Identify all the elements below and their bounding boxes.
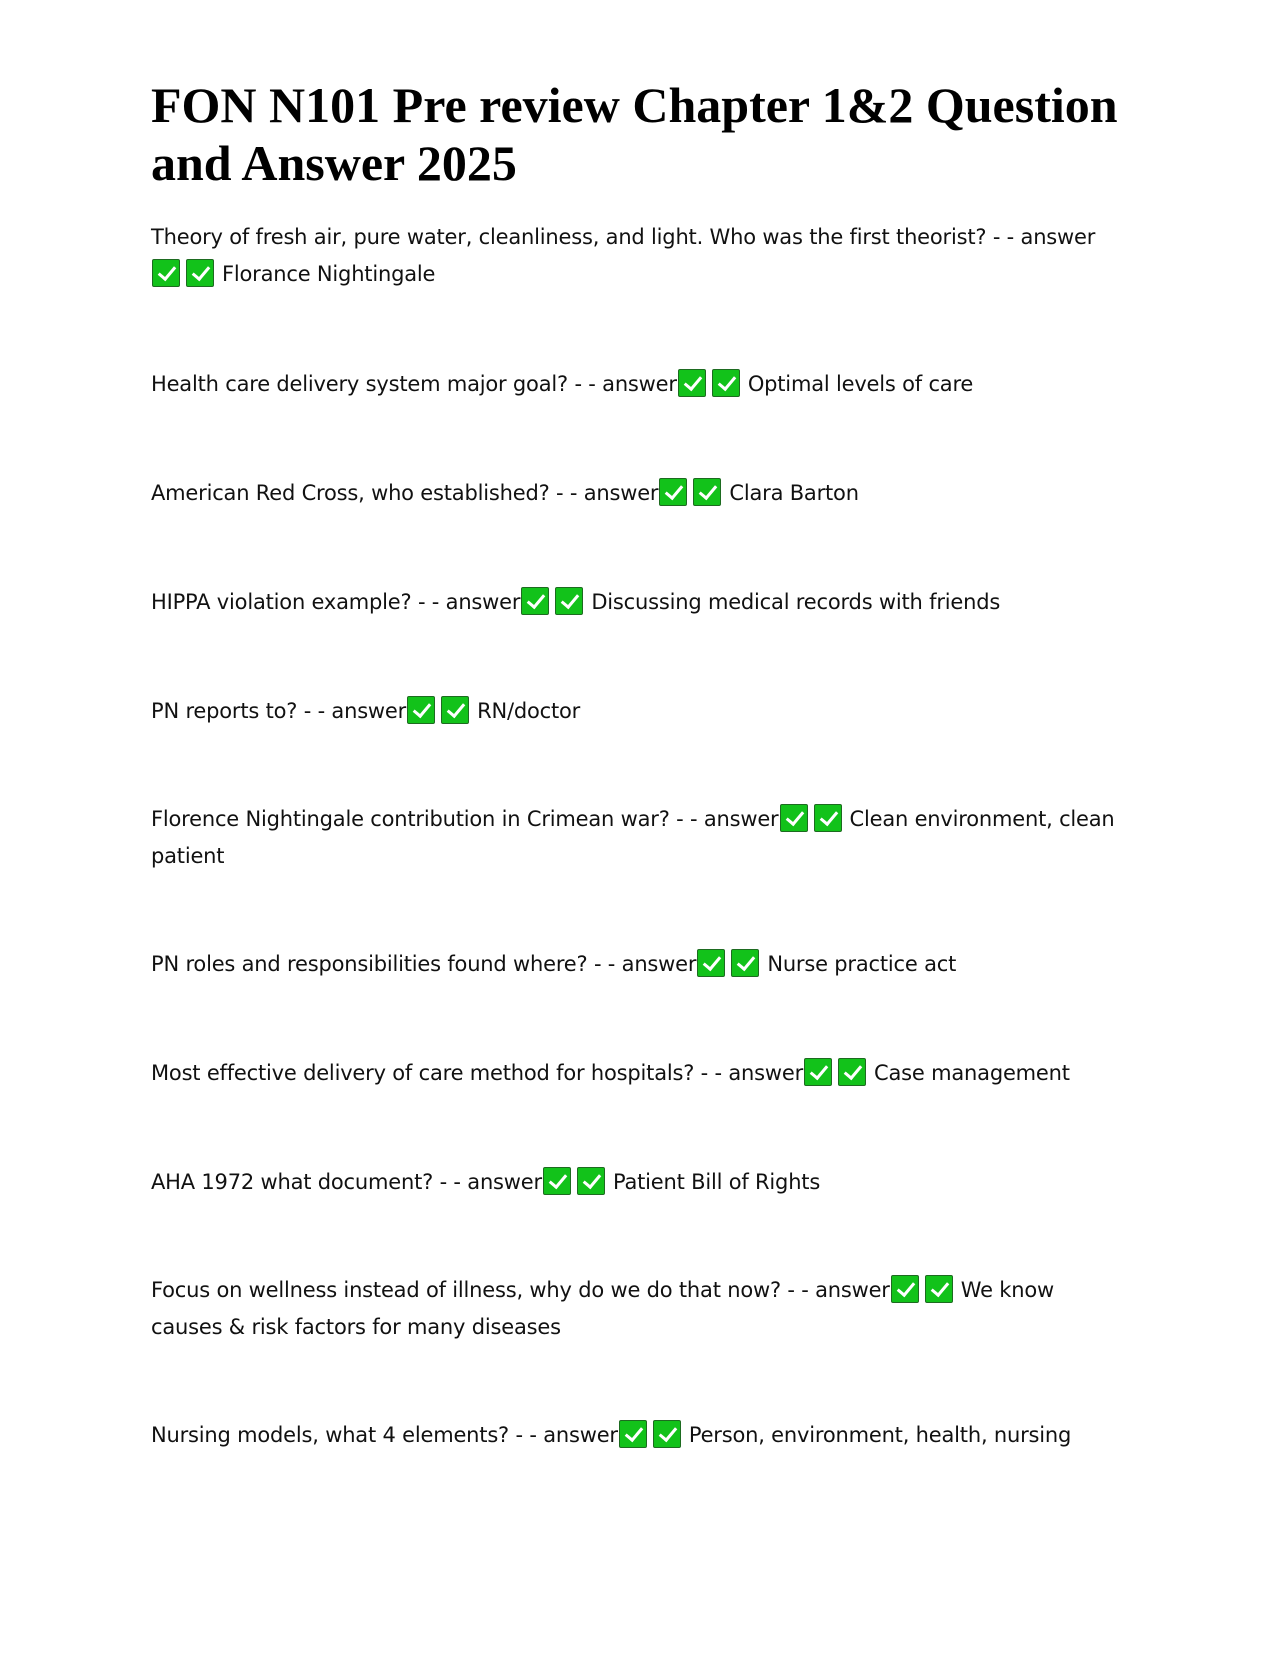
qa-item-1 [151, 219, 1131, 293]
check-mark-icon [407, 696, 435, 724]
check-mark-icon [780, 804, 808, 832]
check-mark-icon [653, 1420, 681, 1448]
question-text: Florence Nightingale contribution in Crimean war? [151, 807, 670, 831]
question-text: Focus on wellness instead of illness, why do we do that now? [151, 1278, 781, 1302]
question-text: HIPPA violation example? [151, 590, 412, 614]
check-mark-icon [555, 587, 583, 615]
question-text: Health care delivery system major goal? [151, 372, 568, 396]
qa-item-2 [151, 366, 1131, 403]
check-mark-icon [619, 1420, 647, 1448]
answer-text: Case management [874, 1061, 1070, 1085]
qa-item-3 [151, 475, 1131, 512]
question-text: American Red Cross, who established? [151, 481, 550, 505]
check-mark-icon [814, 804, 842, 832]
check-mark-icon [659, 478, 687, 506]
question-text: PN reports to? [151, 699, 298, 723]
check-mark-icon [678, 369, 706, 397]
qa-item-7 [151, 946, 1131, 983]
answer-text: RN/doctor [477, 699, 581, 723]
check-mark-icon [693, 478, 721, 506]
question-text: Theory of fresh air, pure water, cleanliness, and light. Who was the first theorist? [151, 225, 987, 249]
qa-item-9 [151, 1164, 1131, 1201]
check-mark-icon [925, 1275, 953, 1303]
answer-separator: - - answer [986, 225, 1096, 249]
answer-separator: - - answer [549, 481, 659, 505]
answer-separator: - - answer [297, 699, 407, 723]
answer-separator: - - answer [509, 1423, 618, 1447]
answer-separator: - - answer [780, 1278, 890, 1302]
document-title: FON N101 Pre review Chapter 1&2 Question and Answer 2025 [151, 77, 1118, 191]
answer-separator: - - answer [433, 1170, 542, 1194]
answer-separator: - - answer [411, 590, 521, 614]
check-mark-icon [731, 949, 759, 977]
answer-separator: - - answer [669, 807, 779, 831]
question-text: PN roles and responsibilities found where? [151, 952, 588, 976]
check-mark-icon [891, 1275, 919, 1303]
check-mark-icon [441, 696, 469, 724]
check-mark-icon [577, 1167, 605, 1195]
qa-item-11 [151, 1417, 1131, 1454]
check-mark-icon [838, 1058, 866, 1086]
qa-item-6 [151, 801, 1131, 875]
check-mark-icon [804, 1058, 832, 1086]
question-text: Most effective delivery of care method for hospitals? [151, 1061, 695, 1085]
answer-text: Clean environment, clean patient [151, 807, 1115, 868]
answer-separator: - - answer [587, 952, 697, 976]
answer-separator: - - answer [694, 1061, 804, 1085]
question-text: Nursing models, what 4 elements? [151, 1423, 510, 1447]
qa-item-5 [151, 693, 1131, 730]
check-mark-icon [186, 259, 214, 287]
answer-text: Discussing medical records with friends [591, 590, 1001, 614]
qa-item-4 [151, 584, 1131, 621]
check-mark-icon [697, 949, 725, 977]
answer-text: Clara Barton [729, 481, 859, 505]
answer-text: Optimal levels of care [747, 372, 974, 396]
answer-text: Patient Bill of Rights [612, 1170, 821, 1194]
qa-item-8 [151, 1055, 1131, 1092]
qa-item-10 [151, 1272, 1131, 1346]
answer-text: Nurse practice act [767, 952, 957, 976]
answer-text: Florance Nightingale [222, 262, 436, 286]
check-mark-icon [152, 259, 180, 287]
question-text: AHA 1972 what document? [151, 1170, 434, 1194]
check-mark-icon [543, 1167, 571, 1195]
answer-separator: - - answer [567, 372, 677, 396]
check-mark-icon [712, 369, 740, 397]
answer-text: We know causes & risk factors for many diseases [151, 1278, 1054, 1339]
answer-text: Person, environment, health, nursing [688, 1423, 1072, 1447]
check-mark-icon [521, 587, 549, 615]
